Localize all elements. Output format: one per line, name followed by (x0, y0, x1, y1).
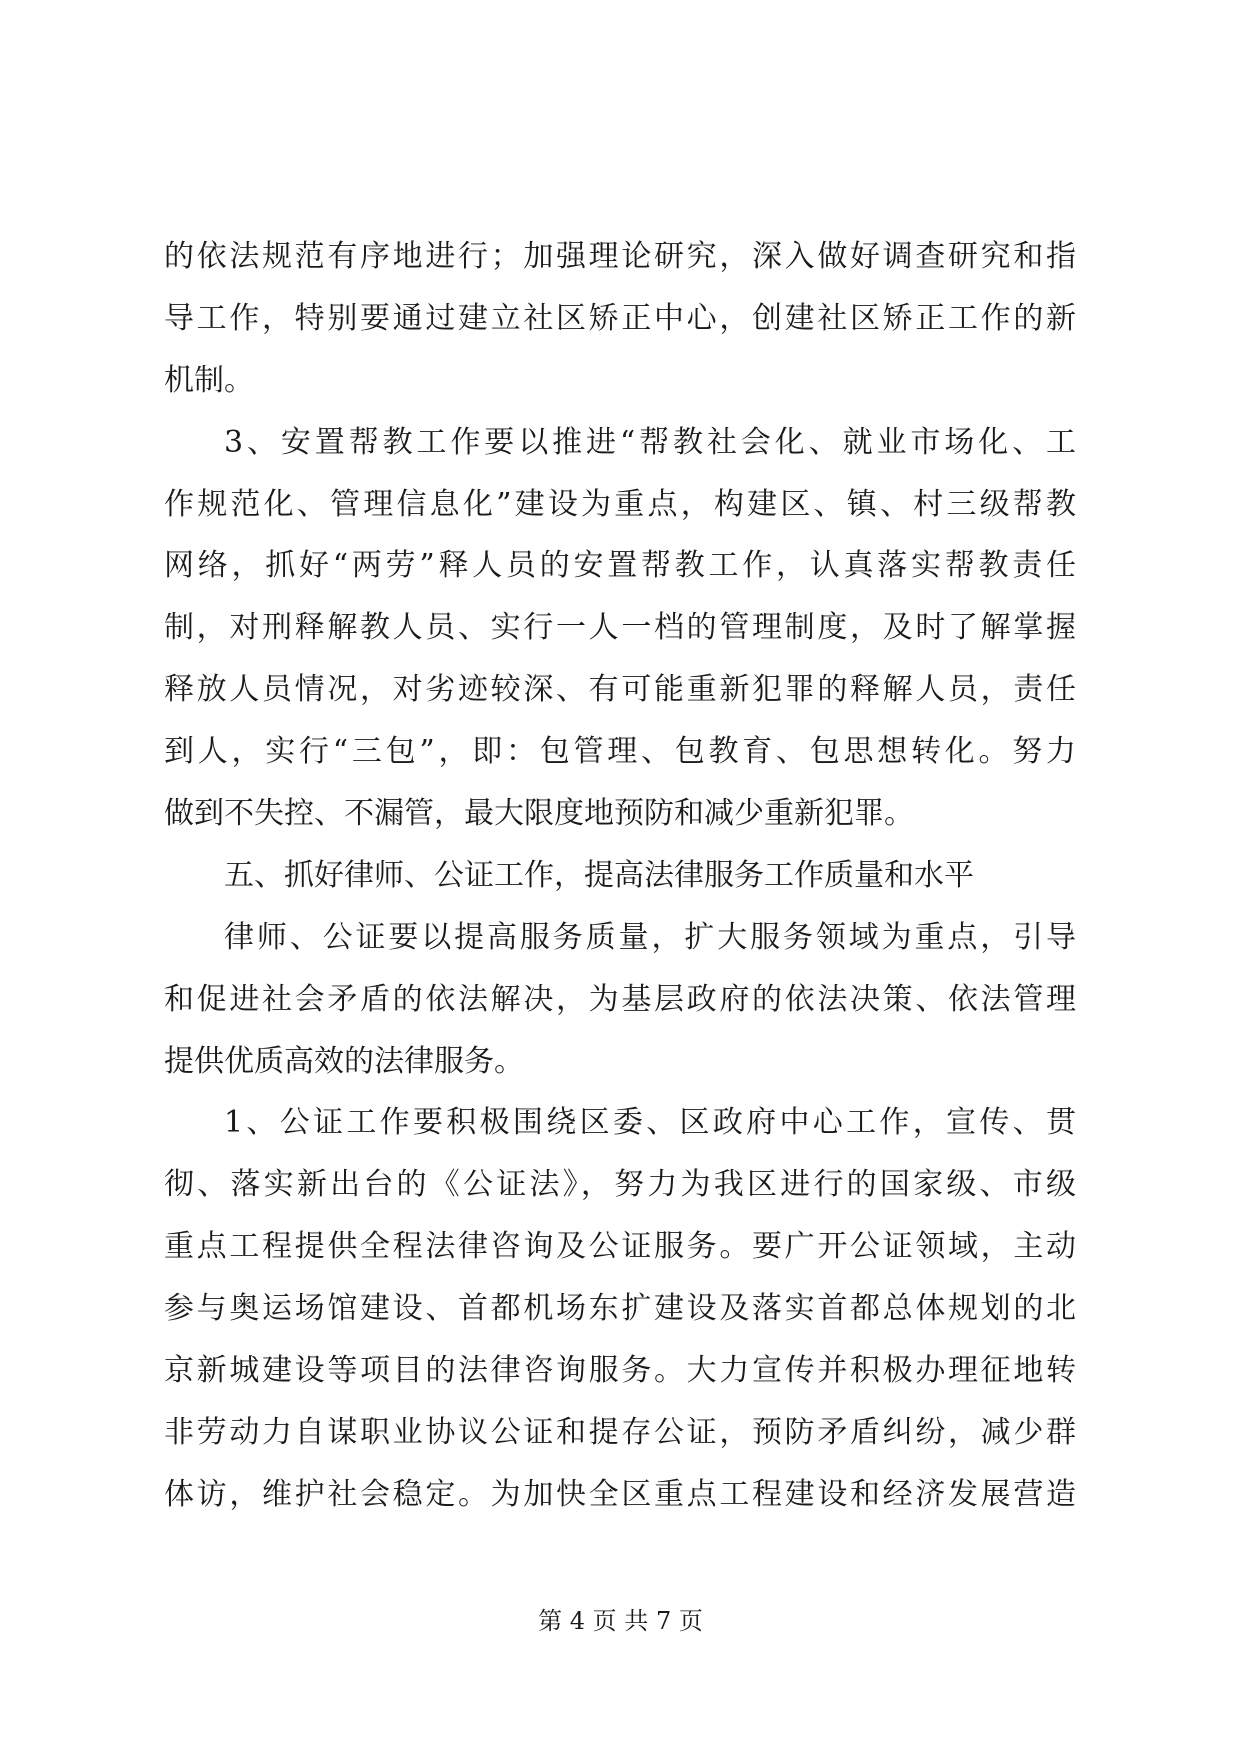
text-line: 的依法规范有序地进行；加强理论研究，深入做好调查研究和指 (164, 239, 1076, 274)
text-line: 导工作，特别要通过建立社区矫正中心，创建社区矫正工作的新 (164, 300, 1076, 336)
text-line: 网络，抓好“两劳”释人员的安置帮教工作，认真落实帮教责任 (164, 548, 1076, 584)
text-line: 到人，实行“三包”，即：包管理、包教育、包思想转化。努力 (164, 734, 1076, 770)
text-line: 做到不失控、不漏管，最大限度地预防和减少重新犯罪。 (164, 796, 914, 832)
page-number-footer: 第 4 页 共 7 页 (538, 1607, 703, 1635)
text-line: 提供优质高效的法律服务。 (164, 1043, 524, 1079)
text-line: 京新城建设等项目的法律咨询服务。大力宣传并积极办理征地转 (164, 1353, 1076, 1389)
text-line: 彻、落实新出台的《公证法》，努力为我区进行的国家级、市级 (164, 1167, 1076, 1203)
text-line: 1、公证工作要积极围绕区委、区政府中心工作，宣传、贯 (224, 1105, 1076, 1141)
text-line: 制，对刑释解教人员、实行一人一档的管理制度，及时了解掌握 (164, 610, 1076, 646)
body-text (164, 226, 1076, 1526)
text-line: 作规范化、管理信息化”建设为重点，构建区、镇、村三级帮教 (164, 486, 1076, 522)
text-line: 3、安置帮教工作要以推进“帮教社会化、就业市场化、工 (224, 424, 1076, 460)
text-line: 非劳动力自谋职业协议公证和提存公证，预防矛盾纠纷，减少群 (164, 1414, 1076, 1450)
text-line: 机制。 (164, 362, 254, 398)
text-line: 释放人员情况，对劣迹较深、有可能重新犯罪的释解人员，责任 (164, 672, 1076, 708)
text-line: 律师、公证要以提高服务质量，扩大服务领域为重点，引导 (224, 919, 1076, 955)
text-line: 参与奥运场馆建设、首都机场东扩建设及落实首都总体规划的北 (164, 1291, 1076, 1327)
section-heading: 五、抓好律师、公证工作，提高法律服务工作质量和水平 (224, 857, 974, 893)
text-line: 重点工程提供全程法律咨询及公证服务。要广开公证领域，主动 (164, 1229, 1076, 1265)
text-line: 体访，维护社会稳定。为加快全区重点工程建设和经济发展营造 (164, 1476, 1076, 1512)
text-line: 和促进社会矛盾的依法解决，为基层政府的依法决策、依法管理 (164, 981, 1076, 1017)
